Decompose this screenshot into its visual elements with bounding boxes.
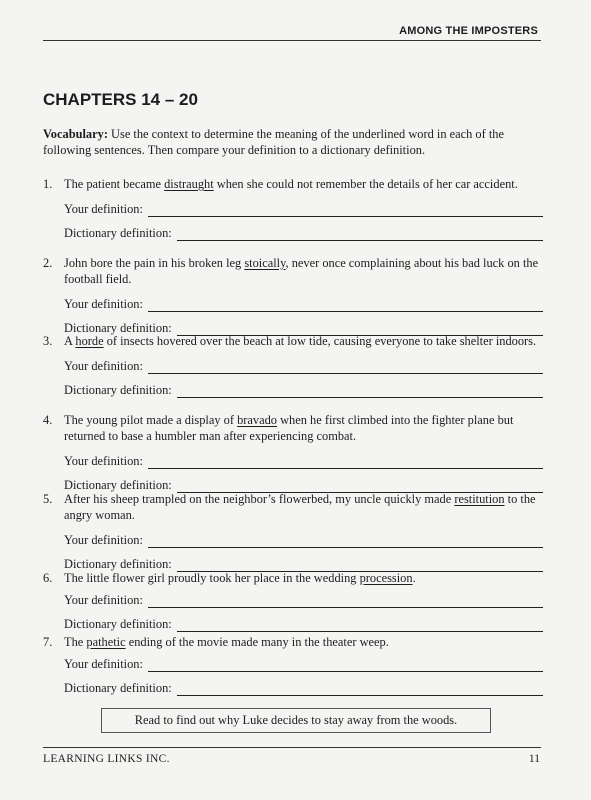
your-definition-label: Your definition:	[64, 454, 143, 468]
question-7	[43, 634, 543, 696]
question-6	[43, 570, 543, 632]
vocab-word: pathetic	[86, 635, 126, 649]
question-number: 1.	[43, 177, 53, 191]
question-text	[64, 333, 543, 349]
sentence-part: John bore the pain in his broken leg	[64, 256, 245, 270]
vocab-word: horde	[75, 334, 104, 348]
your-definition-label: Your definition:	[64, 359, 143, 373]
sentence-part: After his sheep trampled on the neighbor’s flowerbed, my uncle quickly made	[64, 492, 455, 506]
your-definition-label: Your definition:	[64, 657, 143, 671]
question-text	[64, 570, 543, 586]
dictionary-definition-blank[interactable]	[177, 619, 543, 632]
running-header: AMONG THE IMPOSTERS	[399, 25, 538, 37]
header-rule	[43, 40, 541, 41]
sentence-part: The young pilot made a display of	[64, 413, 238, 427]
dictionary-definition-label: Dictionary definition:	[64, 557, 172, 571]
question-text	[64, 412, 543, 444]
sentence-part: ending of the movie made many in the theater weep.	[125, 635, 389, 649]
your-definition-blank[interactable]	[148, 659, 543, 672]
vocab-word: distraught	[164, 177, 214, 191]
your-definition-blank[interactable]	[148, 535, 543, 548]
question-number: 5.	[43, 492, 53, 506]
question-number: 7.	[43, 635, 53, 649]
dictionary-definition-label: Dictionary definition:	[64, 617, 172, 631]
your-definition-row	[64, 453, 543, 469]
sentence-part: The little flower girl proudly took her place in the wedding	[64, 571, 360, 585]
dictionary-definition-row	[64, 616, 543, 632]
sentence-part: The	[64, 635, 87, 649]
dictionary-definition-label: Dictionary definition:	[64, 321, 172, 335]
sentence-part: The patient became	[64, 177, 165, 191]
your-definition-row	[64, 592, 543, 608]
vocab-word: restitution	[454, 492, 505, 506]
sentence-part: when he first climbed into the fighter plane but returned to base a humbler man after experiencing combat.	[64, 413, 514, 443]
your-definition-row	[64, 656, 543, 672]
question-text	[64, 491, 543, 523]
dictionary-definition-row	[64, 225, 543, 241]
question-number: 6.	[43, 571, 53, 585]
sentence-part: .	[412, 571, 416, 585]
sentence-part: of insects hovered over the beach at low tide, causing everyone to take shelter indoors.	[103, 334, 537, 348]
vocab-word: procession	[359, 571, 413, 585]
your-definition-label: Your definition:	[64, 202, 143, 216]
dictionary-definition-row	[64, 382, 543, 398]
your-definition-blank[interactable]	[148, 299, 543, 312]
your-definition-row	[64, 532, 543, 548]
dictionary-definition-label: Dictionary definition:	[64, 478, 172, 492]
dictionary-definition-blank[interactable]	[177, 683, 543, 696]
dictionary-definition-label: Dictionary definition:	[64, 681, 172, 695]
page-number: 11	[528, 753, 540, 765]
sentence-part: , never once complaining about his bad luck on the football field.	[64, 256, 539, 286]
dictionary-definition-row	[64, 680, 543, 696]
sentence-part: when she could not remember the details of her car accident.	[213, 177, 518, 191]
question-5	[43, 491, 543, 572]
your-definition-label: Your definition:	[64, 297, 143, 311]
question-text	[64, 176, 543, 192]
dictionary-definition-label: Dictionary definition:	[64, 226, 172, 240]
vocabulary-label: Vocabulary:	[43, 127, 108, 141]
dictionary-definition-blank[interactable]	[177, 385, 543, 398]
your-definition-label: Your definition:	[64, 593, 143, 607]
instructions	[43, 126, 543, 158]
your-definition-row	[64, 358, 543, 374]
question-text	[64, 634, 543, 650]
question-number: 2.	[43, 256, 53, 270]
your-definition-blank[interactable]	[148, 456, 543, 469]
your-definition-label: Your definition:	[64, 533, 143, 547]
sentence-part: A	[64, 334, 76, 348]
chapter-title: CHAPTERS 14 – 20	[43, 90, 198, 109]
question-1	[43, 176, 543, 241]
vocab-word: stoically	[244, 256, 286, 270]
dictionary-definition-label: Dictionary definition:	[64, 383, 172, 397]
question-3	[43, 333, 543, 398]
your-definition-blank[interactable]	[148, 595, 543, 608]
question-2	[43, 255, 543, 336]
vocab-word: bravado	[237, 413, 278, 427]
dictionary-definition-blank[interactable]	[177, 228, 543, 241]
question-number: 4.	[43, 413, 53, 427]
publisher-name: LEARNING LINKS INC.	[43, 753, 170, 765]
footer-rule	[43, 747, 541, 748]
sentence-part: to the angry woman.	[64, 492, 536, 522]
your-definition-blank[interactable]	[148, 204, 543, 217]
your-definition-row	[64, 201, 543, 217]
question-number: 3.	[43, 334, 53, 348]
reading-prompt-box: Read to find out why Luke decides to stay away from the woods.	[101, 708, 491, 733]
your-definition-blank[interactable]	[148, 361, 543, 374]
question-4	[43, 412, 543, 493]
your-definition-row	[64, 296, 543, 312]
question-text	[64, 255, 543, 287]
instructions-text: Use the context to determine the meaning of the underlined word in each of the following sentences. Then compare your definition to a dictionary definition.	[43, 127, 504, 157]
